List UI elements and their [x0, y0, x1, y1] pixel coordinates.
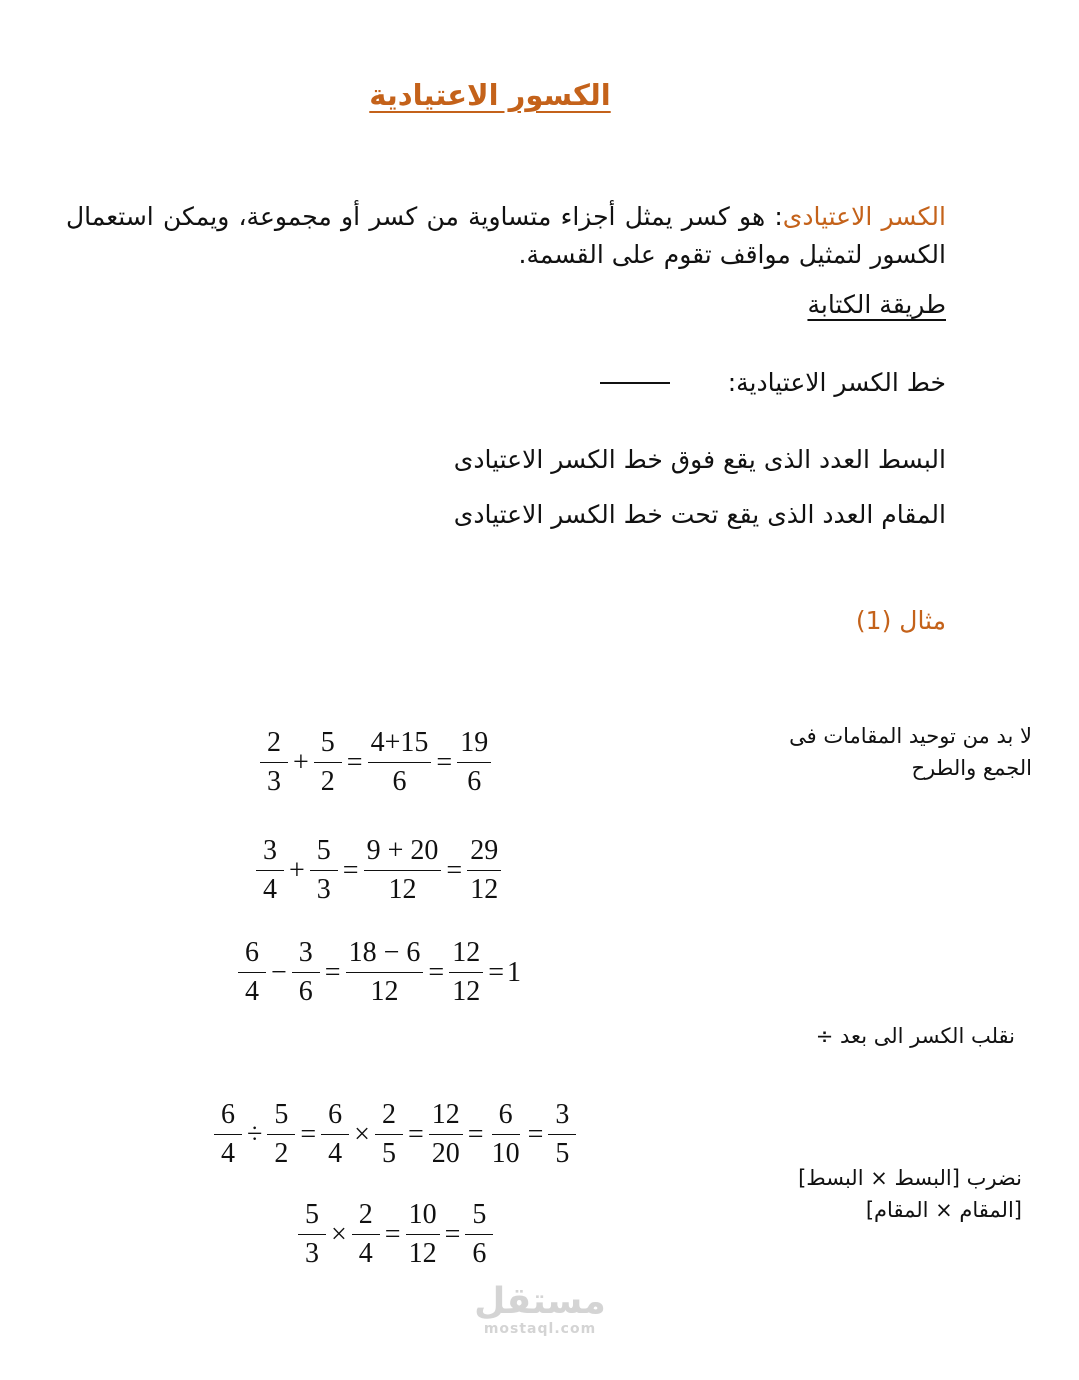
equals-sign: = [384, 1218, 401, 1250]
denominator: 20 [431, 1138, 460, 1169]
mostaql-watermark [460, 1283, 620, 1337]
denominator: 6 [467, 766, 482, 797]
operator: − [271, 956, 287, 988]
fraction [467, 836, 501, 905]
numerator: 3 [292, 938, 320, 973]
equation-addition-2 [254, 836, 503, 905]
example-label: مثال (1) [855, 606, 946, 635]
fraction [298, 1200, 326, 1269]
definition-text: : هو كسر يمثل أجزاء متساوية من كسر أو مجموعة، ويمكن استعمال الكسور لتمثيل مواقف تقوم على القسمة. [66, 202, 946, 269]
numerator: 3 [256, 836, 284, 871]
equation-addition-1 [258, 728, 493, 797]
note-common-denominator: لا بد من توحيد المقامات فى الجمع والطرح [789, 724, 1032, 780]
equals-sign: = [527, 1118, 544, 1150]
denominator: 12 [408, 1238, 437, 1269]
denominator: 6 [472, 1238, 487, 1269]
numerator: 6 [492, 1100, 520, 1135]
fraction [310, 836, 338, 905]
note-multiplication [762, 1162, 1022, 1226]
numerator-definition: البسط العدد الذى يقع فوق خط الكسر الاعتيادى [453, 445, 946, 474]
numerator: 5 [298, 1200, 326, 1235]
numerator: 2 [375, 1100, 403, 1135]
denominator: 6 [392, 766, 407, 797]
fraction [457, 728, 491, 797]
fraction [364, 836, 442, 905]
equals-sign: = [428, 956, 445, 988]
fraction [375, 1100, 403, 1169]
fraction [465, 1200, 493, 1269]
numerator: 5 [465, 1200, 493, 1235]
fraction [292, 938, 320, 1007]
denominator: 3 [316, 874, 331, 905]
operator: × [354, 1118, 370, 1150]
operator: + [289, 854, 305, 886]
numerator: 29 [467, 836, 501, 871]
fraction [406, 1200, 440, 1269]
denominator: 5 [381, 1138, 396, 1169]
denominator: 4 [221, 1138, 235, 1169]
numerator: 4+15 [368, 728, 432, 763]
denominator: 3 [305, 1238, 319, 1269]
numerator: 10 [406, 1200, 440, 1235]
denominator: 6 [298, 976, 313, 1007]
equals-sign: = [444, 1218, 461, 1250]
numerator: 12 [429, 1100, 463, 1135]
numerator: 19 [457, 728, 491, 763]
fraction [489, 1100, 523, 1169]
equals-sign: = [407, 1118, 424, 1150]
numerator: 6 [214, 1100, 242, 1135]
watermark-arabic: مستقل [474, 1281, 606, 1322]
denominator-definition: المقام العدد الذى يقع تحت خط الكسر الاعتيادى [453, 500, 946, 529]
denominator: 4 [245, 976, 259, 1007]
writing-method-heading: طريقة الكتابة [807, 290, 946, 319]
equals-sign: = [324, 956, 341, 988]
numerator: 2 [260, 728, 288, 763]
note-multiplication-line2: [المقام × المقام] [865, 1198, 1022, 1222]
numerator: 6 [238, 938, 266, 973]
denominator: 12 [388, 874, 417, 905]
fraction [449, 938, 483, 1007]
fraction [314, 728, 342, 797]
equation-subtraction [236, 938, 521, 1007]
page-title: الكسور الاعتيادية [369, 78, 611, 112]
denominator: 12 [452, 976, 481, 1007]
numerator: 5 [310, 836, 338, 871]
denominator: 4 [328, 1138, 343, 1169]
equals-sign: = [346, 746, 363, 778]
watermark-latin: mostaql.com [483, 1321, 597, 1337]
numerator: 18 − 6 [346, 938, 424, 973]
denominator: 4 [358, 1238, 373, 1269]
fraction [238, 938, 266, 1007]
numerator: 5 [314, 728, 342, 763]
denominator: 12 [370, 976, 399, 1007]
equals-sign: = [436, 746, 453, 778]
fraction [429, 1100, 463, 1169]
numerator: 9 + 20 [364, 836, 442, 871]
numerator: 5 [267, 1100, 295, 1135]
fraction-line-label: خط الكسر الاعتيادية: [727, 368, 946, 397]
operator: × [331, 1218, 347, 1250]
result-value: 1 [506, 956, 521, 988]
equals-sign: = [342, 854, 359, 886]
fraction [368, 728, 432, 797]
fraction [260, 728, 288, 797]
fraction [321, 1100, 349, 1169]
numerator: 12 [449, 938, 483, 973]
numerator: 6 [321, 1100, 349, 1135]
operator: + [293, 746, 309, 778]
denominator: 5 [555, 1138, 570, 1169]
fraction [352, 1200, 380, 1269]
note-multiplication-line1: نضرب [البسط × البسط] [798, 1166, 1022, 1190]
denominator: 2 [320, 766, 335, 797]
fraction-line-sample [600, 382, 670, 384]
fraction [346, 938, 424, 1007]
equation-multiplication [296, 1200, 495, 1269]
fraction [256, 836, 284, 905]
equation-division [212, 1100, 578, 1169]
equals-sign: = [446, 854, 463, 886]
numerator: 2 [352, 1200, 380, 1235]
note-division: نقلب الكسر الى بعد ÷ [815, 1024, 1015, 1048]
denominator: 12 [470, 874, 499, 905]
denominator: 2 [274, 1138, 289, 1169]
equals-sign: = [488, 956, 504, 988]
numerator: 3 [548, 1100, 576, 1135]
operator: ÷ [247, 1118, 263, 1150]
denominator: 4 [263, 874, 277, 905]
equals-sign: = [467, 1118, 484, 1150]
fraction [267, 1100, 295, 1169]
fraction [214, 1100, 242, 1169]
definition-paragraph [66, 198, 946, 274]
fraction [548, 1100, 576, 1169]
denominator: 3 [267, 766, 281, 797]
denominator: 10 [491, 1138, 520, 1169]
equals-sign: = [300, 1118, 317, 1150]
definition-term: الكسر الاعتيادى [782, 202, 946, 231]
